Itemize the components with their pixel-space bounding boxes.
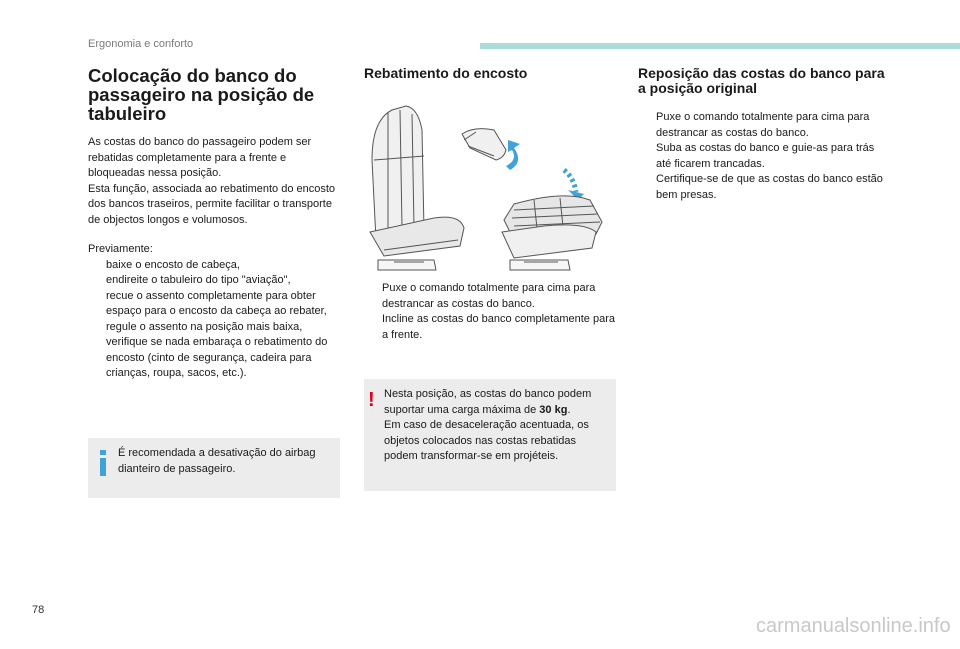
list-item: verifique se nada embaraça o rebatimento do encosto (cinto de segurança, cadeira para crianças, roupa, sacos, etc.). <box>106 336 328 379</box>
section-header: Ergonomia e conforto <box>88 38 194 50</box>
list-item: endireite o tabuleiro do tipo "aviação", <box>106 274 291 286</box>
prereq-label: Previamente: <box>88 243 153 255</box>
list-item: recue o assento completamente para obter espaço para o encosto da cabeça ao rebater, <box>106 289 327 317</box>
column-restore-backrest <box>638 66 890 203</box>
list-item: Puxe o comando totalmente para cima para destrancar as costas do banco. <box>656 111 870 139</box>
warning-box <box>364 379 616 491</box>
fold-steps <box>364 281 616 343</box>
list-item: Suba as costas do banco e guie-as para trás até ficarem trancadas. <box>656 142 875 170</box>
restore-steps-list <box>638 110 890 203</box>
column-fold-backrest <box>364 66 616 81</box>
warning-text: Nesta posição, as costas do banco podem suportar uma carga máxima de 30 kg. Em caso de desaceleração acentuada, os objetos colocados nas costas rebatidas podem transformar-se em projéteis. <box>384 388 592 462</box>
page-number: 78 <box>32 604 45 616</box>
list-item: Incline as costas do banco completamente para a frente. <box>382 313 615 341</box>
intro-paragraph-2: Esta função, associada ao rebatimento do encosto dos bancos traseiros, permite facilitar o transporte de objectos longos e volumosos. <box>88 182 336 226</box>
list-item: baixe o encosto de cabeça, <box>106 258 240 271</box>
list-item: regule o assento na posição mais baixa, <box>106 320 303 333</box>
info-note-text: É recomendada a desativação do airbag dianteiro de passageiro. <box>118 447 316 475</box>
prereq-list <box>88 258 340 382</box>
section-title: Reposição das costas do banco para a posição original <box>638 65 885 96</box>
info-icon <box>96 450 110 481</box>
list-item: Certifique-se de que as costas do banco estão bem presas. <box>656 173 883 201</box>
info-note-box <box>88 438 340 498</box>
column-passenger-seat-table <box>88 66 340 382</box>
section-title: Rebatimento do encosto <box>364 65 528 81</box>
watermark: carmanualsonline.info <box>756 615 951 637</box>
intro-paragraph-1: As costas do banco do passageiro podem ser rebatidas completamente para a frente e bloqueadas nessa posição. <box>88 136 312 179</box>
list-item: Puxe o comando totalmente para cima para destrancar as costas do banco. <box>382 282 596 310</box>
section-title: Colocação do banco do passageiro na posição de tabuleiro <box>88 65 315 124</box>
fold-steps-list <box>364 281 616 343</box>
warning-icon: ! <box>368 389 375 411</box>
section-accent-bar <box>480 43 960 49</box>
seat-folding-illustration <box>364 100 616 275</box>
